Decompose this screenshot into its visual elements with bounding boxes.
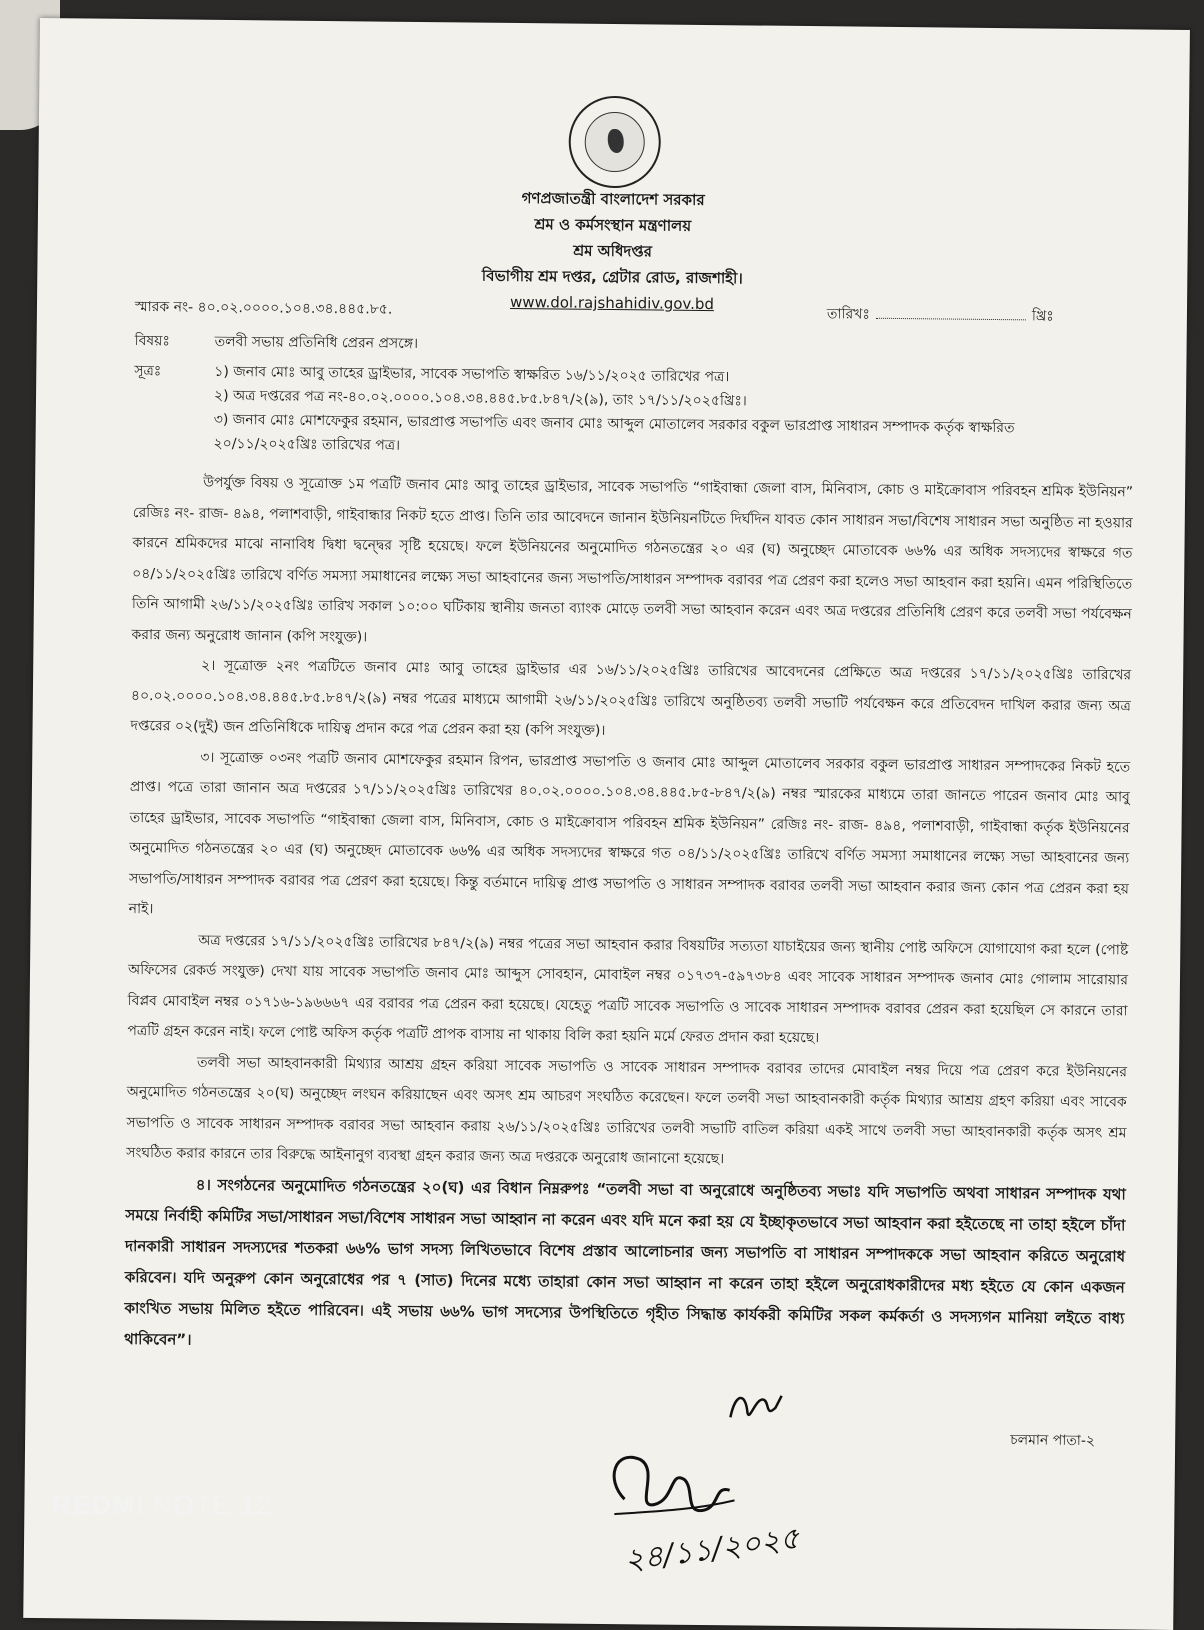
letter-body	[124, 467, 1133, 1365]
subject-line	[134, 329, 418, 356]
government-seal-icon	[568, 96, 661, 189]
paragraph-6-constitution-clause: ৪। সংগঠনের অনুমোদিত গঠনতন্ত্রের ২০(ঘ) এর বিধান নিম্নরুপঃ “তলবী সভা বা অনুরোধে অনুষ্ঠিতব্য সভাঃ যদি সভাপতি অথবা সাধারন সম্পাদক যথা সময়ে নির্বাহী কমিটির সভা/সাধারন সভা/বিশেষ সাধারন সভা আহ্বান না করেন এবং যদি মনে করা হয় যে ইচ্ছাকৃতভাবে সভা আহবান করা হইতেছে না তাহা হইলে চাঁদা দানকারী সাধারন সদস্যদের শতকরা ৬৬% ভাগ সদস্য লিখিতভাবে বিশেষ প্রস্তাব আলোচনার জন্য সভাপতি বা সাধারন সম্পাদককে সভা আহবান করিতে অনুরোধ করিবেন। যদি অনুরুপ কোন অনুরোধের পর ৭ (সাত) দিনের মধ্যে তাহারা কোন সভা আহ্বান না করেন তাহা হইলে অনুরোধকারীদের মধ্য হইতে যে কোন একজন কাংখিত সভায় মিলিত হইতে পারিবেন। এই সভায় ৬৬% ভাগ সদস্যের উপস্থিতিতে গৃহীত সিদ্ধান্ত কার্যকরী কমিটির সকল কর্মকর্তা ও সদস্যগন মানিয়া লইতে বাধ্য থাকিবেন”।	[124, 1175, 1126, 1349]
paragraph-5: তলবী সভা আহবানকারী মিথ্যার আশ্রয় গ্রহন করিয়া সাবেক সভাপতি ও সাবেক সাধারন সম্পাদক বরাবর তাদের মোবাইল নম্বর দিয়ে পত্র প্রেরণ করে ইউনিয়নের অনুমোদিত গঠনতন্ত্রের ২০(ঘ) অনুচ্ছেদ লংঘন করিয়াছেন এবং অসৎ শ্রম আচরণ সংঘঠিত করেছেন। ফলে তলবী সভা আহবানকারী কর্তৃক মিথ্যার আশ্রয় গ্রহণ করিয়া এবং সাবেক সভাপতি ও সাবেক সাধারন সম্পাদক বরাবর সভা আহবান করায় ২৬/১১/২০২৫খ্রিঃ তারিখের তলবী সভাটি বাতিল করিয়া একই সাথে তলবী সভা আহবানকারী কর্তৃক অসৎ শ্রম সংঘঠিত করার কারনে তার বিরুদ্ধে আইনানুগ ব্যবস্থা গ্রহন করার জন্য অত্র দপ্তরকে অনুরোধ জানানো হয়েছে।	[126, 1054, 1128, 1168]
header-government: গণপ্রজাতন্ত্রী বাংলাদেশ সরকার	[521, 189, 705, 209]
signature-date: ২৪/১১/২০২৫	[622, 1520, 802, 1579]
date-label: তারিখঃ	[826, 306, 870, 323]
header-department: শ্রম অধিদপ্তর	[573, 241, 652, 261]
memo-date	[827, 302, 1054, 328]
subject-text: তলবী সভায় প্রতিনিধি প্রেরন প্রসঙ্গে।	[214, 333, 419, 352]
memo-reference-number: স্মারক নং- ৪০.০২.০০০০.১০৪.৩৪.৪৪৫.৮৫.	[134, 299, 393, 318]
paragraph-2: ২। সূত্রোক্ত ২নং পত্রটিতে জনাব মোঃ আবু তাহের ড্রাইভার এর ১৬/১১/২০২৫খ্রিঃ তারিখের আবেদনের প্রেক্ষিতে অত্র দপ্তরের ১৭/১১/২০২৫খ্রিঃ তারিখের ৪০.০২.০০০০.১০৪.৩৪.৪৪৫.৮৫.৮৪৭/২(৯) নম্বর পত্রের মাধ্যমে আগামী ২৬/১১/২০২৫খ্রিঃ তারিখে অনুষ্ঠিতব্য তলবী সভাটি পর্যবেক্ষন করে প্রতিবেদন দাখিল করার জন্য অত্র দপ্তরের ০২(দুই) জন প্রতিনিধিকে দায়িত্ব প্রদান করে পত্র প্রেরন করা হয় (কপি সংযুক্ত)।	[130, 657, 1132, 739]
reference-item: ২) অত্র দপ্তরের পত্র নং-৪০.০২.০০০০.১০৪.৩৪.৪৪৫.৮৫.৮৪৭/২(৯), তাং ১৭/১১/২০২৫খ্রিঃ।	[213, 387, 747, 410]
initial-signature-icon	[725, 1387, 785, 1428]
paragraph-3: ৩। সূত্রোক্ত ০৩নং পত্রটি জনাব মোশফেকুর রহমান রিপন, ভারপ্রাপ্ত সভাপতি ও জনাব মোঃ আব্দুল মোতালেব সরকার বকুল ভারপ্রাপ্ত সাধারন সম্পাদকের নিকট হতে প্রাপ্ত। পত্রে তারা জানান অত্র দপ্তরের ১৭/১১/২০২৫খ্রিঃ তারিখের ৪০.০২.০০০০.১০৪.৩৪.৪৪৫.৮৫-৮৪৭/২(৯) নম্বর স্মারকের মাধ্যমে তারা জানতে পারেন জনাব মোঃ আবু তাহের ড্রাইভার, সাবেক সভাপতি “গাইবান্ধা জেলা বাস, মিনিবাস, কোচ ও মাইক্রোবাস পরিবহন শ্রমিক ইউনিয়ন” রেজিঃ নং- রাজ- ৪৯৪, পলাশবাড়ী, গাইবান্ধা কর্তৃক ইউনিয়নের অনুমোদিত গঠনতন্ত্রের ২০ এর (ঘ) অনুচ্ছেদ মোতাবেক ৬৬% এর অধিক সদস্যদের স্বাক্ষরে গত ০৪/১১/২০২৫খ্রিঃ তারিখে বর্ণিত সমস্যা সমাধানের লক্ষ্যে সভা আহবানের জন্য সভাপতি/সাধারন সম্পাদক বরাবর পত্র প্রেরণ করা হয়েছে। কিন্তু বর্তমানে দায়িত্ব প্রাপ্ত সভাপতি ও সাধারন সম্পাদক বরাবর তলবী সভা আহবান করার জন্য কোন পত্র প্রেরন করা হয় নাই।	[128, 749, 1131, 918]
subject-label: বিষয়ঃ	[134, 333, 170, 350]
date-suffix: খ্রিঃ	[1031, 308, 1054, 325]
watermark-brand: REDMI	[52, 1490, 144, 1520]
header-website-link[interactable]: www.dol.rajshahidiv.gov.bd	[509, 292, 715, 314]
paragraph-1: উপর্যুক্ত বিষয় ও সূত্রোক্ত ১ম পত্রটি জনাব মোঃ আবু তাহের ড্রাইভার, সাবেক সভাপতি “গাইবান্ধা জেলা বাস, মিনিবাস, কোচ ও মাইক্রোবাস পরিবহন শ্রমিক ইউনিয়ন” রেজিঃ নং- রাজ- ৪৯৪, পলাশবাড়ী, গাইবান্ধার নিকট হতে প্রাপ্ত। তিনি তার আবেদনে জানান ইউনিয়নটিতে দির্ঘদিন যাবত কোন সাধারন সভা/বিশেষ সাধারন সভা অনুষ্ঠিত না হওয়ার কারনে শ্রমিকদের মাঝে নানাবিধ দ্বিধা দ্বন্দ্বের সৃষ্টি হয়েছে। ফলে ইউনিয়নের অনুমোদিত গঠনতন্ত্রের ২০ এর (ঘ) অনুচ্ছেদ মোতাবেক ৬৬% এর অধিক সদস্যদের স্বাক্ষরে গত ০৪/১১/২০২৫খ্রিঃ তারিখে বর্ণিত সমস্যা সমাধানের লক্ষ্যে সভা আহবানের জন্য সভাপতি/সাধারন সম্পাদক বরাবর পত্র প্রেরণ করা হলেও সভা আহবান করা হয়নি। এমন পরিস্থিতিতে তিনি আগামী ২৬/১১/২০২৫খ্রিঃ তারিখ সকাল ১০:০০ ঘটিকায় স্থানীয় জনতা ব্যাংক মোড়ে তলবী সভা আহবান করেন এবং অত্র দপ্তরের প্রতিনিধি প্রেরণ করে তলবী সভা পর্যবেক্ষন করার জন্য অনুরোধ জানান (কপি সংযুক্ত)।	[131, 474, 1134, 645]
watermark-model: NOTE 12	[152, 1490, 273, 1520]
paragraph-4: অত্র দপ্তরের ১৭/১১/২০২৫খ্রিঃ তারিখের ৮৪৭/২(৯) নম্বর পত্রের সভা আহবান করার বিষয়টির সত্যতা যাচাইয়ের জন্য স্থানীয় পোষ্ট অফিসে যোগাযোগ করা হলে (পোষ্ট অফিসের রেকর্ড সংযুক্ত) দেখা যায় সাবেক সভাপতি জনাব মোঃ আব্দুস সোবহান, মোবাইল নম্বর ০১৭৩৭-৫৯৭৩৮৪ এবং সাবেক সাধারন সম্পাদক জনাব মোঃ গোলাম সারোয়ার বিপ্লব মোবাইল নম্বর ০১৭১৬-১৯৬৬৬৭ এর বরাবর পত্র প্রেরন করা হয়েছে। যেহেতু পত্রটি সাবেক সভাপতি ও সাবেক সাধারন সম্পাদক বরাবর প্রেরন করা হয়েছিল সে কারনে তারা পত্রটি গ্রহন করেন নাই। ফলে পোষ্ট অফিস কর্তৃক পত্রটি প্রাপক বাসায় না থাকায় বিলি করা হয়নি মর্মে ফেরত প্রদান করা হয়েছে।	[127, 932, 1129, 1047]
references-block	[133, 359, 1114, 465]
header-office-address: বিভাগীয় শ্রম দপ্তর, গ্রেটার রোড, রাজশাহী।	[481, 266, 743, 288]
continuation-note: চলমান পাতা-২	[1010, 1432, 1096, 1450]
camera-watermark	[52, 1490, 272, 1521]
reference-item: ১) জনাব মোঃ আবু তাহের ড্রাইভার, সাবেক সভাপতি স্বাক্ষরিত ১৬/১১/২০২৫ তারিখের পত্র।	[214, 363, 730, 386]
date-blank-line	[876, 318, 1026, 321]
letter-page	[23, 18, 1190, 1630]
references-label: সূত্রঃ	[134, 363, 162, 380]
header-ministry: শ্রম ও কর্মসংস্থান মন্ত্রণালয়	[534, 215, 692, 235]
reference-item: ৩) জনাব মোঃ মোশফেকুর রহমান, ভারপ্রাপ্ত সভাপতি এবং জনাব মোঃ আব্দুল মোতালেব সরকার বকুল ভারপ্রাপ্ত সাধারন সম্পাদক কর্তৃক স্বাক্ষরিত ২০/১১/২০২৫খ্রিঃ তারিখের পত্র।	[213, 411, 1015, 454]
